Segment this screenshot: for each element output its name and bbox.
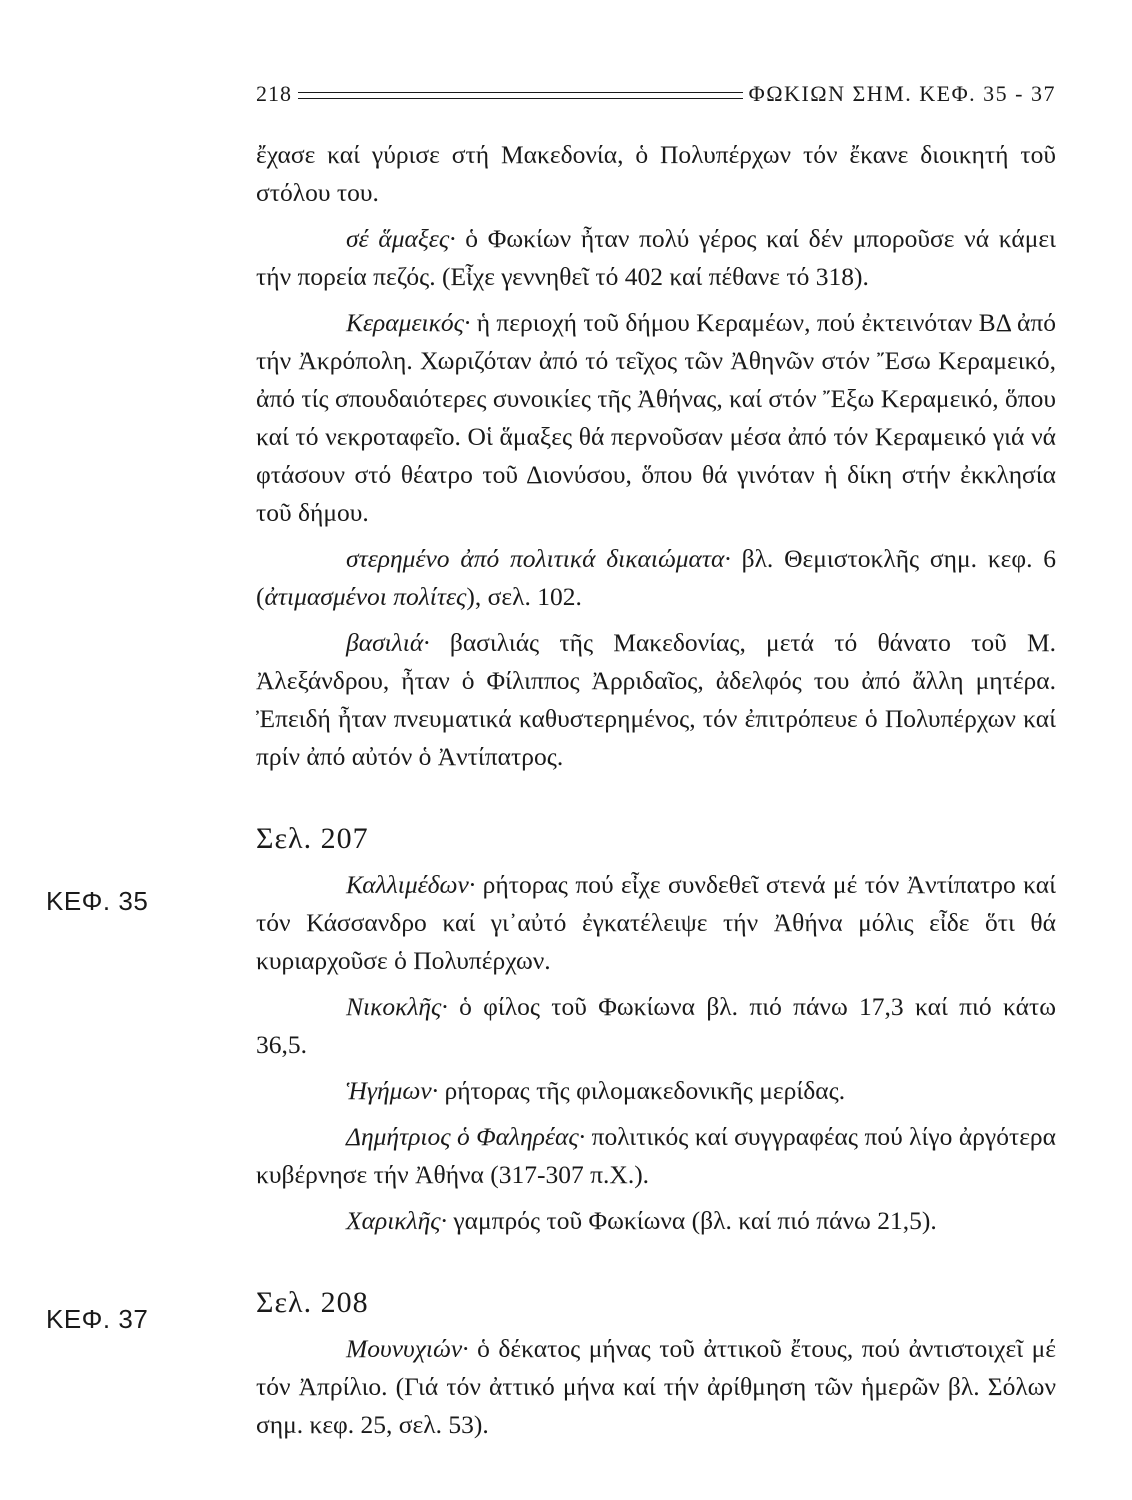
note-text: ἔχασε καί γύρισε στή Μακεδονία, ὁ Πολυπέρχων τόν ἔκανε διοικητή τοῦ στόλου του. [256,140,1056,207]
note-lemma: Νικοκλῆς· [346,992,448,1021]
note-lemma: βασιλιά· [346,628,430,657]
note-paragraph [256,136,1056,212]
note-paragraph [256,1330,1056,1444]
note-text: γαμπρός τοῦ Φωκίωνα (βλ. καί πιό πάνω 21,5). [446,1206,937,1235]
note-text: βλ. Θεμιστοκλῆς σημ. κεφ. 6 ( [256,544,1056,611]
note-text: ἡ περιοχή τοῦ δήμου Κεραμέων, πού ἐκτεινόταν ΒΔ ἀπό τήν Ἀκρόπολη. Χωριζόταν ἀπό τό τεῖχος τῶν Ἀθηνῶν στόν Ἔσω Κεραμεικό, ἀπό τίς σπουδαιότερες συνοικίες τῆς Ἀθήνας, καί στόν Ἔξω Κεραμεικό, ὅπου καί τό νεκροταφεῖο. Οἱ ἅμαξες θά περνοῦσαν μέσα ἀπό τόν Κεραμεικό γιά νά φτάσουν στό θέατρο τοῦ Διονύσου, ὅπου θά γινόταν ἡ δίκη στήν ἐκκλησία τοῦ δήμου. [256,308,1056,527]
note-text: ρήτορας πού εἶχε συνδεθεῖ στενά μέ τόν Ἀντίπατρο καί τόν Κάσσανδρο καί γι᾿αὐτό ἐγκατέλειψε τήν Ἀθήνα μόλις εἶδε ὅτι θά κυριαρχοῦσε ὁ Πολυπέρχων. [256,870,1056,975]
note-lemma: σέ ἅμαξες· [346,224,456,253]
note-text: ὁ Φωκίων ἦταν πολύ γέρος καί δέν μποροῦσε νά κάμει τήν πορεία πεζός. (Εἶχε γεννηθεῖ τό 402 καί πέθανε τό 318). [256,224,1056,291]
note-paragraph [256,220,1056,296]
note-text: ὁ φίλος τοῦ Φωκίωνα βλ. πιό πάνω 17,3 καί πιό κάτω 36,5. [256,992,1056,1059]
header-double-rule [298,92,743,99]
running-header [256,78,1056,110]
note-paragraph [256,304,1056,532]
section-heading-208: Σελ. 208 [256,1286,369,1319]
note-text: ), σελ. 102. [466,582,582,611]
note-lemma: Μουνυχιών· [346,1334,469,1363]
note-paragraph [256,624,1056,776]
margin-chapter-35: ΚΕΦ. 35 [46,886,149,916]
note-paragraph [256,866,1056,980]
note-text: ρήτορας τῆς φιλομακεδονικῆς μερίδας. [438,1076,846,1105]
note-lemma: στερημένο ἀπό πολιτικά δικαιώματα· [346,544,731,573]
note-text: βασιλιάς τῆς Μακεδονίας, μετά τό θάνατο τοῦ Μ. Ἀλεξάνδρου, ἦταν ὁ Φίλιππος Ἀρριδαῖος, ἀδελφός του ἀπό ἄλλη μητέρα. Ἐπειδή ἦταν πνευματικά καθυστερημένος, τόν ἐπιτρόπευε ὁ Πολυπέρχων καί πρίν ἀπό αὐτόν ὁ Ἀντίπατρος. [256,628,1056,771]
note-cross-ref-lemma: ἀτιμασμένοι πολίτες [264,582,467,611]
margin-chapter-37: ΚΕΦ. 37 [46,1304,149,1334]
note-paragraph [256,1202,1056,1240]
note-lemma: Χαρικλῆς· [346,1206,447,1235]
section-heading-207: Σελ. 207 [256,822,369,855]
note-text: πολιτικός καί συγγραφέας πού λίγο ἀργότερα κυβέρνησε τήν Ἀθήνα (317-307 π.Χ.). [256,1122,1056,1189]
note-paragraph [256,1072,1056,1110]
note-lemma: Ἡγήμων· [346,1076,439,1105]
note-paragraph [256,1118,1056,1194]
note-lemma: Κεραμεικός· [346,308,471,337]
note-lemma: Καλλιμέδων· [346,870,476,899]
note-text: ὁ δέκατος μήνας τοῦ ἀττικοῦ ἔτους, πού ἀντιστοιχεῖ μέ τόν Ἀπρίλιο. (Γιά τόν ἀττικό μήνα καί τήν ἀρίθμηση τῶν ἡμερῶν βλ. Σόλων σημ. κεφ. 25, σελ. 53). [256,1334,1056,1439]
page-number: 218 [256,81,292,106]
header-title: ΦΩΚΙΩΝ ΣΗΜ. ΚΕΦ. 35 - 37 [748,81,1056,106]
note-paragraph [256,540,1056,616]
notes-body [256,136,1056,1452]
note-paragraph [256,988,1056,1064]
note-lemma: Δημήτριος ὁ Φαληρέας· [346,1122,586,1151]
